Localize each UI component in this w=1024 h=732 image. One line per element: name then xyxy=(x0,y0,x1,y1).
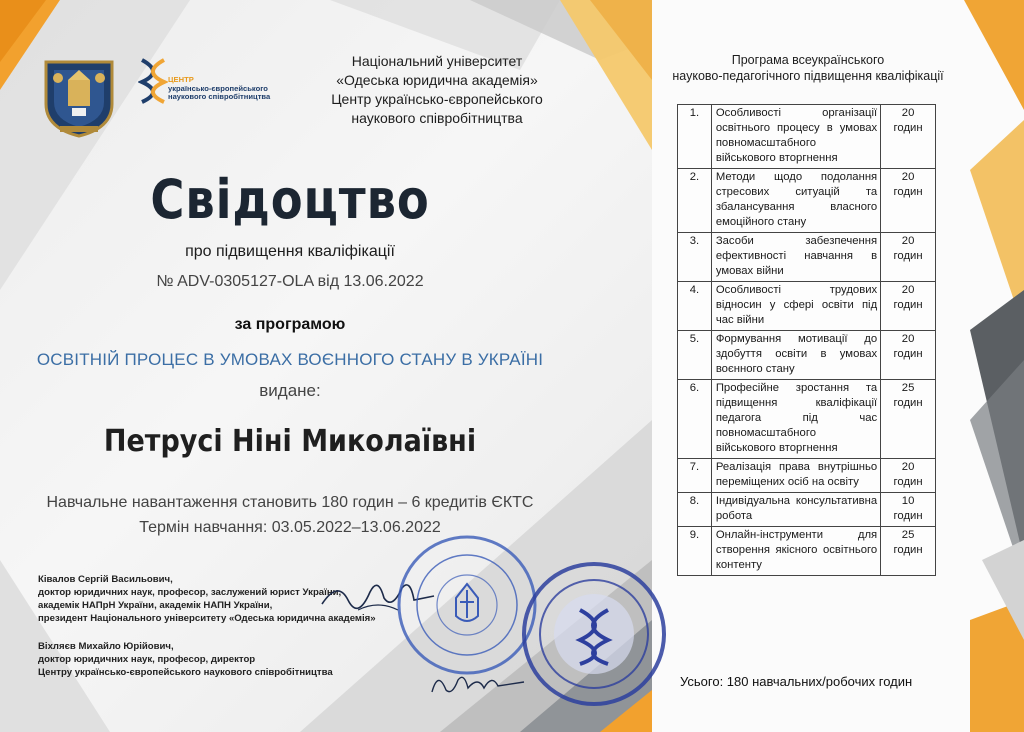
university-header xyxy=(302,52,572,128)
row-number: 9. xyxy=(678,527,712,576)
row-topic: Професійне зростання та підвищення кваліфікації педагога під час повномасштабного військового вторгнення xyxy=(711,380,880,459)
row-hours-unit: годин xyxy=(893,299,923,311)
row-hours-value: 10 xyxy=(901,495,915,507)
row-hours xyxy=(881,527,936,576)
table-row xyxy=(678,459,936,493)
table-row xyxy=(678,105,936,169)
row-topic: Особливості організації освітнього процесу в умовах повномасштабного військового вторгнення xyxy=(711,105,880,169)
row-hours-unit: годин xyxy=(893,186,923,198)
row-hours xyxy=(881,493,936,527)
program-name: ОСВІТНІЙ ПРОЦЕС В УМОВАХ ВОЄННОГО СТАНУ В УКРАЇНІ xyxy=(36,350,544,369)
program-total: Усього: 180 навчальних/робочих годин xyxy=(680,674,913,689)
row-topic: Реалізація права внутрішньо переміщених осіб на освіту xyxy=(711,459,880,493)
row-number: 7. xyxy=(678,459,712,493)
row-hours-unit: годин xyxy=(893,544,923,556)
for-program-label: за програмою xyxy=(234,316,346,333)
program-table xyxy=(677,104,936,576)
center-emblem-icon xyxy=(138,58,168,104)
study-term: Термін навчання: 03.05.2022–13.06.2022 xyxy=(139,519,441,536)
center-logo-line2: українсько-європейського xyxy=(168,83,268,93)
header-line-1: Національний університет xyxy=(351,53,523,69)
signatory-2-line2: доктор юридичних наук, професор, директор xyxy=(38,654,256,665)
row-number: 2. xyxy=(678,169,712,233)
row-hours-unit: годин xyxy=(893,122,923,134)
row-hours xyxy=(881,169,936,233)
signatory-2 xyxy=(38,640,408,679)
program-title-line1: Програма всеукраїнського xyxy=(731,53,885,67)
center-logo-line3: наукового співробітництва xyxy=(168,92,271,102)
row-number: 5. xyxy=(678,331,712,380)
table-row xyxy=(678,527,936,576)
issued-label: видане: xyxy=(259,381,321,400)
row-hours-unit: годин xyxy=(893,250,923,262)
row-hours-value: 20 xyxy=(901,284,915,296)
academy-shield-logo xyxy=(38,56,120,138)
signatory-1-line2: доктор юридичних наук, професор, заслужений юрист України, xyxy=(38,587,342,598)
row-number: 3. xyxy=(678,233,712,282)
center-stamp-icon xyxy=(520,560,668,708)
table-row xyxy=(678,282,936,331)
study-load: Навчальне навантаження становить 180 годин – 6 кредитів ЄКТС xyxy=(46,494,534,511)
row-hours xyxy=(881,380,936,459)
program-title xyxy=(660,52,956,84)
row-hours xyxy=(881,459,936,493)
center-logo-line1: ЦЕНТР xyxy=(168,75,194,84)
row-topic: Онлайн-інструменти для створення якісного освітнього контенту xyxy=(711,527,880,576)
row-number: 6. xyxy=(678,380,712,459)
certificate-subtitle: про підвищення кваліфікації xyxy=(185,243,395,260)
row-hours-unit: годин xyxy=(893,476,923,488)
row-topic: Формування мотивації до здобуття освіти в умовах воєнного стану xyxy=(711,331,880,380)
row-hours xyxy=(881,233,936,282)
row-hours-value: 25 xyxy=(901,382,915,394)
table-row xyxy=(678,493,936,527)
row-hours-value: 20 xyxy=(901,461,915,473)
certificate-number: № ADV-0305127-OLA від 13.06.2022 xyxy=(156,273,424,290)
table-row xyxy=(678,331,936,380)
row-hours xyxy=(881,105,936,169)
row-hours-unit: годин xyxy=(893,348,923,360)
row-hours-value: 25 xyxy=(901,529,915,541)
row-hours-unit: годин xyxy=(893,397,923,409)
row-topic: Індивідуальна консультативна робота xyxy=(711,493,880,527)
row-topic: Засоби забезпечення ефективності навчання в умовах війни xyxy=(711,233,880,282)
row-hours xyxy=(881,331,936,380)
signatory-1-line3: академік НАПрН України, академік НАПН України, xyxy=(38,600,273,611)
academy-stamp-icon xyxy=(394,532,540,678)
row-number: 1. xyxy=(678,105,712,169)
row-topic: Особливості трудових відносин у сфері освіти під час війни xyxy=(711,282,880,331)
recipient-name: Петрусі Ніні Миколаївні xyxy=(103,424,477,459)
signatory-2-line3: Центру українсько-європейського наукового співробітництва xyxy=(38,667,333,678)
row-topic: Методи щодо подолання стресових ситуацій та збалансування власного емоційного стану xyxy=(711,169,880,233)
row-hours-unit: годин xyxy=(893,510,923,522)
signatory-1-name: Ківалов Сергій Васильович, xyxy=(38,574,173,585)
center-logo-text xyxy=(168,76,270,102)
table-row xyxy=(678,380,936,459)
program-title-line2: науково-педагогічного підвищення кваліфікації xyxy=(672,69,944,83)
row-number: 8. xyxy=(678,493,712,527)
row-number: 4. xyxy=(678,282,712,331)
row-hours-value: 20 xyxy=(901,235,915,247)
table-row xyxy=(678,169,936,233)
header-line-2: «Одеська юридична академія» xyxy=(336,72,538,88)
center-logo xyxy=(138,58,298,108)
signatory-2-name: Віхляєв Михайло Юрійович, xyxy=(38,641,174,652)
certificate-title: Свідоцтво xyxy=(150,168,430,231)
header-line-3: Центр українсько-європейського xyxy=(331,91,543,107)
row-hours-value: 20 xyxy=(901,333,915,345)
row-hours xyxy=(881,282,936,331)
row-hours-value: 20 xyxy=(901,171,915,183)
header-line-4: наукового співробітництва xyxy=(351,110,523,126)
signatory-1-line4: президент Національного університету «Одеська юридична академія» xyxy=(38,613,376,624)
row-hours-value: 20 xyxy=(901,107,915,119)
table-row xyxy=(678,233,936,282)
